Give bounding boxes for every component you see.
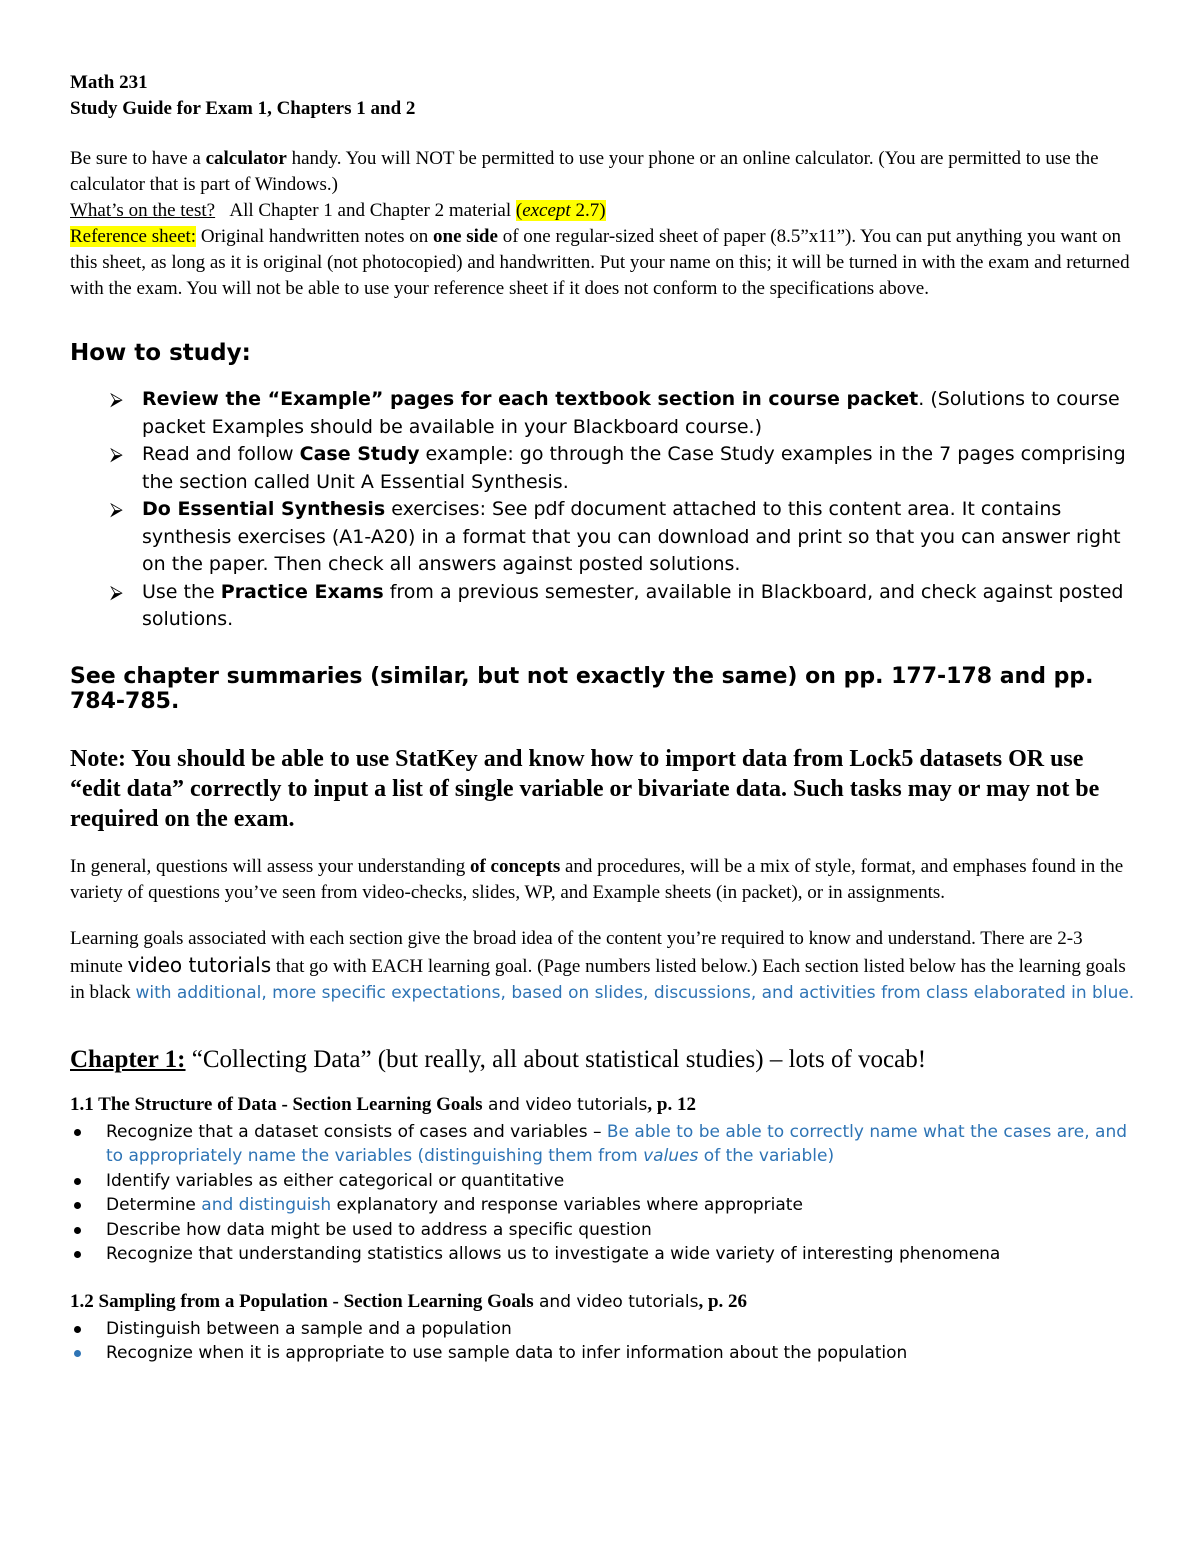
arrow-bullet-icon: ⮚ [110,389,123,410]
bullet-dot-icon [74,1350,81,1357]
test-content-line [70,198,1140,224]
bullet-dot-icon [74,1251,81,1258]
list-item: Describe how data might be used to address a specific question [70,1218,1140,1243]
course-title: Math 231 [70,72,148,93]
bullet-dot-icon [74,1202,81,1209]
calculator-paragraph [70,146,1140,198]
arrow-bullet-icon: ⮚ [110,444,123,465]
chapter-1-heading: Chapter 1: “Collecting Data” (but really, all about statistical studies) – lots of vocab! [70,1045,927,1073]
list-item: Recognize that a dataset consists of cases and variables – Be able to be able to correctly name what the cases are, and to appropriately name the variables (distinguishing them from values of the variable) [70,1120,1140,1169]
study-item: ⮚ Review the “Example” pages for each textbook section in course packet. (Solutions to course packet Examples should be available in your Blackboard course.) [110,388,1120,438]
document-page [70,70,1140,1366]
statkey-note: Note: You should be able to use StatKey and know how to import data from Lock5 datasets OR use “edit data” correctly to input a list of single variable or bivariate data. Such tasks may or may not be required on the exam. [70,745,1100,832]
test-answer: All Chapter 1 and Chapter 2 material [229,200,516,221]
learning-goals-paragraph: Learning goals associated with each section give the broad idea of the content you’re required to know and understand. There are 2-3 minute video tutorials that go with EACH learning goal. (Page numbers listed below.) Each section listed below has the learning goals in black with additional, more specific expectations, based on slides, discussions, and activities from class elaborated in blue. [70,927,1135,1003]
section-1-2-goals [70,1317,1140,1366]
arrow-bullet-icon: ⮚ [110,581,123,603]
calc-bold: calculator [205,148,287,169]
section-1-2-heading: 1.2 Sampling from a Population - Section Learning Goals and video tutorials, p. 26 [70,1290,748,1312]
study-item: ⮚ Do Essential Synthesis exercises: See pdf document attached to this content area. It contains synthesis exercises (A1-A20) in a format that you can download and print so that you can answer right on the paper. Then check all answers against posted solutions. [110,498,1121,575]
calc-text: Be sure to have a [70,148,206,169]
bullet-dot-icon [74,1178,81,1185]
except-highlight: (except 2.7) [515,200,606,221]
arrow-bullet-icon: ⮚ [110,499,123,520]
study-list [70,386,1140,634]
list-item: Identify variables as either categorical or quantitative [70,1169,1140,1194]
list-item: Recognize that understanding statistics allows us to investigate a wide variety of interesting phenomena [70,1242,1140,1267]
list-item: Distinguish between a sample and a population [70,1317,1140,1342]
reference-label: Reference sheet: [70,226,197,247]
section-1-1-goals [70,1120,1140,1267]
test-question: What’s on the test? [70,200,216,221]
chapter-summaries-note: See chapter summaries (similar, but not exactly the same) on pp. 177-178 and pp. 784-785. [70,663,1094,714]
bullet-dot-icon [74,1227,81,1234]
list-item: Recognize when it is appropriate to use sample data to infer information about the population [70,1341,1140,1366]
bullet-dot-icon [74,1129,81,1136]
study-item: ⮚ Use the Practice Exams from a previous semester, available in Blackboard, and check against posted solutions. [110,580,1124,630]
page-title: Study Guide for Exam 1, Chapters 1 and 2 [70,98,416,119]
how-to-study-heading: How to study: [70,340,251,366]
general-paragraph: In general, questions will assess your understanding of concepts and procedures, will be a mix of style, format, and emphases found in the variety of questions you’ve seen from video-checks, slides, WP, and Example sheets (in packet), or in assignments. [70,855,1124,903]
reference-sheet-paragraph: Reference sheet: Original handwritten notes on one side of one regular-sized sheet of paper (8.5”x11”). You can put anything you want on this sheet, as long as it is original (not photocopied) and handwritten. Put your name on this; it will be turned in with the exam and returned with the exam. You will not be able to use your reference sheet if it does not conform to the specifications above. [70,226,1130,299]
calc-text-rest: handy. You will NOT be permitted to use your phone or an online calculator. (You are permitted to use the calculator that is part of Windows.) [70,148,1099,195]
bullet-dot-icon [74,1326,81,1333]
section-1-1-heading: 1.1 The Structure of Data - Section Learning Goals and video tutorials, p. 12 [70,1093,696,1115]
study-item: ⮚ Read and follow Case Study example: go through the Case Study examples in the 7 pages comprising the section called Unit A Essential Synthesis. [110,443,1126,493]
list-item: Determine and distinguish explanatory and response variables where appropriate [70,1193,1140,1218]
